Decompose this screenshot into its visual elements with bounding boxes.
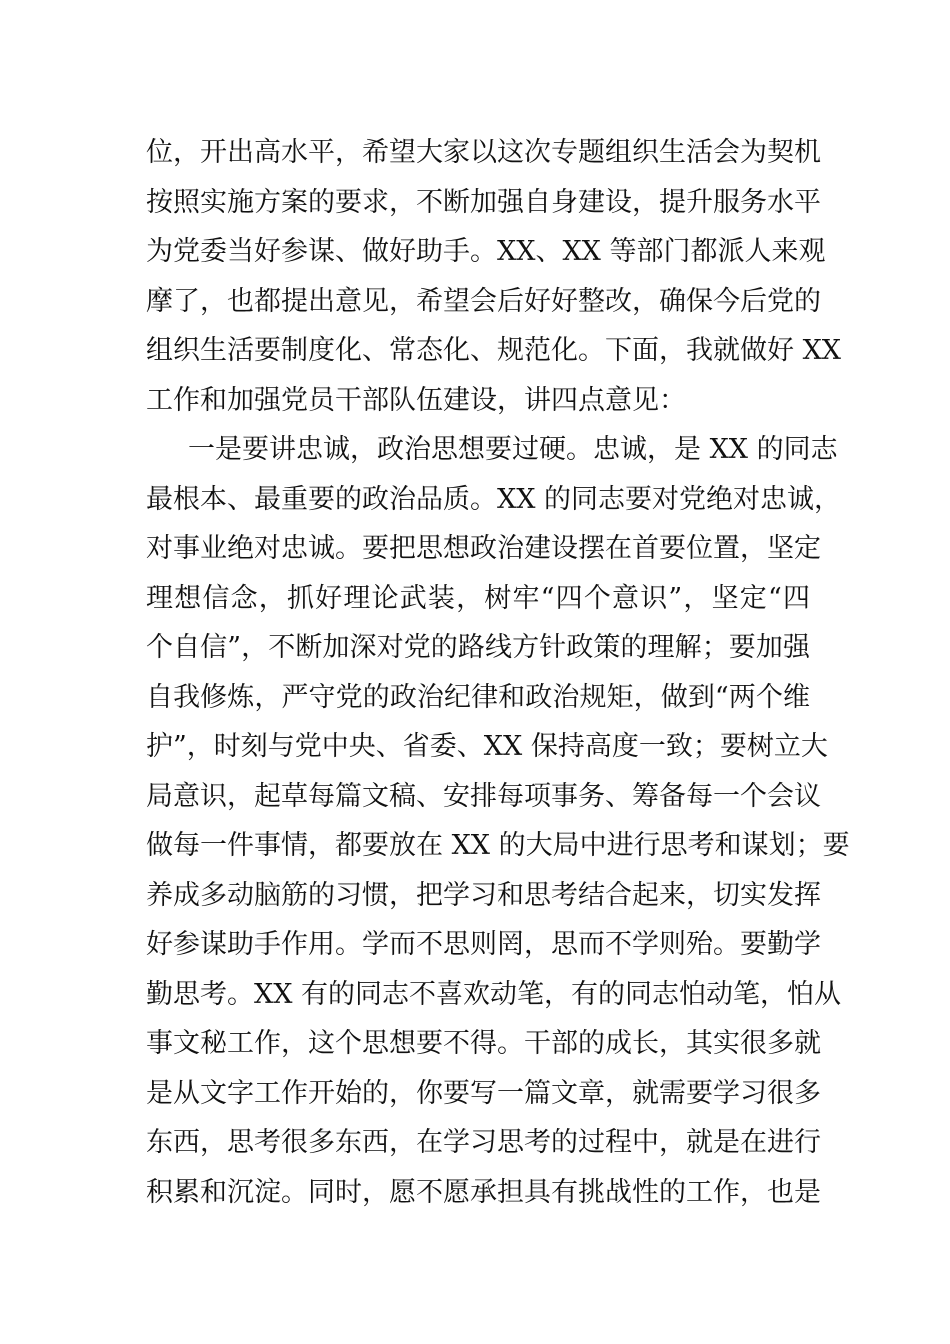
text-line-17: 好参谋助手作用。学而不思则罔，思而不学则殆。要勤学	[146, 929, 821, 960]
text-line-20: 是从文字工作开始的，你要写一篇文章，就需要学习很多	[146, 1077, 821, 1109]
text-line-13: 护”，时刻与党中央、省委、XX 保持高度一致；要树立大	[146, 731, 828, 762]
text-line-8: 最根本、最重要的政治品质。XX 的同志要对党绝对忠诚，	[146, 483, 842, 515]
text-line-10: 理想信念，抓好理论武装，树牢“四个意识”，坚定“四	[146, 582, 810, 614]
text-line-18: 勤思考。XX 有的同志不喜欢动笔，有的同志怕动笔，怕从	[146, 978, 842, 1010]
text-line-14: 局意识，起草每篇文稿、安排每项事务、筹备每一个会议	[146, 780, 821, 812]
text-line-7: 一是要讲忠诚，政治思想要过硬。忠诚，是 XX 的同志	[188, 434, 838, 465]
text-line-5: 组织生活要制度化、常态化、规范化。下面，我就做好 XX	[146, 335, 842, 366]
text-line-9: 对事业绝对忠诚。要把思想政治建设摆在首要位置，坚定	[146, 533, 821, 564]
text-line-16: 养成多动脑筋的习惯，把学习和思考结合起来，切实发挥	[146, 879, 821, 911]
text-line-3: 为党委当好参谋、做好助手。XX、XX 等部门都派人来观	[146, 236, 826, 267]
text-line-19: 事文秘工作，这个思想要不得。干部的成长，其实很多就	[146, 1028, 821, 1059]
text-line-4: 摩了，也都提出意见，希望会后好好整改，确保今后党的	[146, 285, 821, 317]
text-line-1: 位，开出高水平，希望大家以这次专题组织生活会为契机	[146, 137, 821, 168]
document-body	[146, 128, 850, 1217]
text-line-15: 做每一件事情，都要放在 XX 的大局中进行思考和谋划；要	[146, 830, 850, 861]
text-line-2: 按照实施方案的要求，不断加强自身建设，提升服务水平	[146, 186, 821, 218]
text-line-6: 工作和加强党员干部队伍建设，讲四点意见：	[146, 384, 686, 416]
text-line-11: 个自信”，不断加深对党的路线方针政策的理解；要加强	[146, 632, 810, 663]
text-line-21: 东西，思考很多东西，在学习思考的过程中，就是在进行	[146, 1127, 821, 1158]
text-line-12: 自我修炼，严守党的政治纪律和政治规矩，做到“两个维	[146, 681, 810, 713]
text-line-22: 积累和沉淀。同时，愿不愿承担具有挑战性的工作，也是	[146, 1176, 821, 1208]
